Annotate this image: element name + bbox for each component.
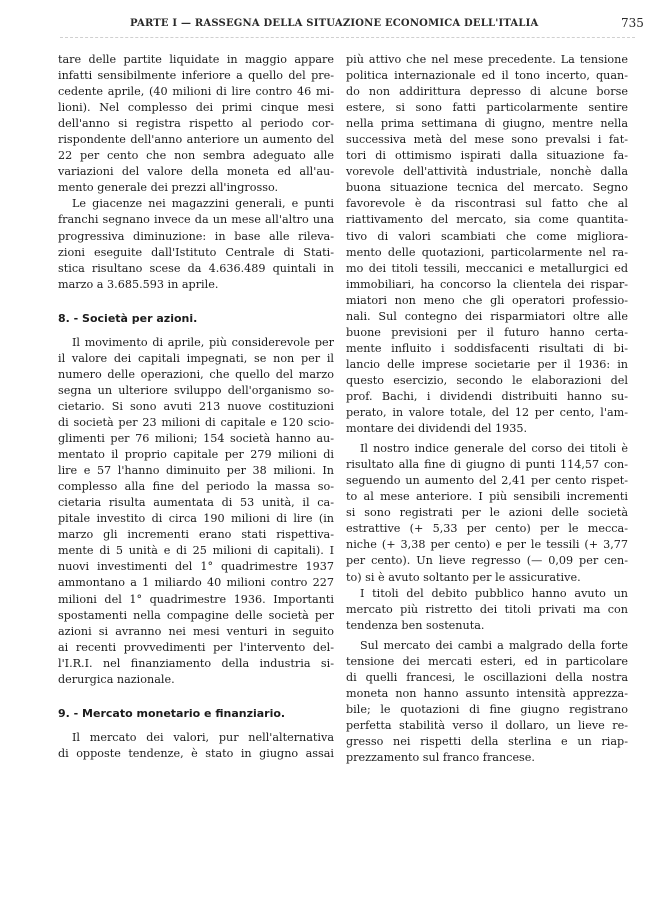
page-number: 735: [621, 16, 644, 30]
text-line: zioni eseguite dall'Istituto Centrale di Stati-: [58, 245, 334, 259]
paragraph-left-3: [58, 335, 334, 688]
section-heading-8: 8. - Società per azioni.: [58, 311, 198, 325]
text-line: Sul mercato dei cambi a malgrado della forte: [360, 638, 628, 652]
text-line: niche (+ 3,38 per cento) e per le tessili (+ 3,77: [346, 538, 628, 552]
text-line: rispondente dell'anno anteriore un aumento del: [58, 133, 334, 147]
text-line: to) si è avuto soltanto per le assicurative.: [346, 570, 581, 584]
text-line: perato, in valore totale, del 12 per cento, l'am-: [346, 406, 628, 420]
paragraph-left-1: [58, 52, 334, 196]
text-line: I titoli del debito pubblico hanno avuto un: [360, 586, 628, 600]
text-line: perfetta stabilità verso il dollaro, un lieve re-: [346, 718, 628, 732]
text-line: mento delle quotazioni, particolarmente nel ra-: [346, 245, 628, 259]
right-column: [346, 52, 628, 766]
text-line: risultato alla fine di giugno di punti 114,57 con-: [346, 458, 628, 472]
text-line: marzo gli incrementi erano stati rispettiva-: [58, 528, 334, 542]
text-line: segna un ulteriore sviluppo dell'organismo so-: [58, 383, 334, 397]
text-line: per cento). Un lieve regresso (— 0,09 per cen-: [346, 554, 628, 568]
text-line: buone previsioni per il futuro hanno certa-: [346, 325, 628, 339]
text-line: di società per 23 milioni di capitale e 120 scio-: [58, 415, 334, 429]
text-line: azioni si avranno nei mesi venturi in seguito: [58, 624, 334, 638]
text-line: nali. Sul contegno dei risparmiatori oltre alle: [346, 309, 628, 323]
text-line: cietaria risulta aumentata di 53 unità, il ca-: [58, 496, 334, 510]
text-line: 22 per cento che non sembra adeguato alle: [58, 149, 334, 163]
text-line: mento generale dei prezzi all'ingrosso.: [58, 181, 279, 195]
text-line: successiva metà del mese sono prevalsi i fat-: [346, 133, 628, 147]
text-line: più attivo che nel mese precedente. La tensione: [346, 53, 628, 66]
text-line: politica internazionale ed il tono incerto, quan-: [346, 69, 628, 83]
text-line: riattivamento del mercato, sia come quantita-: [346, 213, 628, 227]
text-line: dell'anno si registra rispetto al periodo cor-: [58, 117, 334, 131]
paragraph-right-3: [346, 586, 628, 634]
text-line: franchi segnano invece da un mese all'altro una: [58, 213, 334, 227]
text-line: marzo a 3.685.593 in aprile.: [58, 277, 219, 291]
text-line: tare delle partite liquidate in maggio appare: [58, 53, 334, 66]
text-line: variazioni del valore della moneta ed all'au-: [58, 165, 334, 179]
text-line: questo esercizio, secondo le elaborazioni del: [346, 373, 628, 387]
text-line: to al mese anteriore. I più sensibili incrementi: [346, 490, 628, 504]
text-line: prezzamento sul franco francese.: [346, 751, 535, 765]
text-line: il valore dei capitali impegnati, se non per il: [58, 351, 334, 365]
text-line: lioni). Nel complesso dei primi cinque mesi: [58, 101, 334, 115]
section-heading-9: 9. - Mercato monetario e finanziario.: [58, 706, 286, 720]
text-line: mo dei titoli tessili, meccanici e metallurgici ed: [346, 261, 628, 275]
text-line: ai recenti provvedimenti per l'intervento del-: [58, 640, 334, 654]
text-line: miatori non meno che gli operatori professio-: [346, 293, 628, 307]
text-line: tendenza ben sostenuta.: [346, 618, 485, 632]
text-line: lancio delle imprese societarie per il 1936: in: [346, 357, 628, 371]
paragraph-right-1: [346, 52, 628, 437]
text-line: di quelli francesi, le oscillazioni della nostra: [346, 670, 628, 684]
text-line: mente influito i soddisfacenti risultati di bi-: [346, 341, 628, 355]
text-line: tivo di valori scambiati che come migliora-: [346, 229, 628, 243]
text-line: ammontano a 1 miliardo 40 milioni contro 227: [58, 576, 334, 590]
text-line: mentato il proprio capitale per 279 milioni di: [58, 448, 334, 462]
text-line: numero delle operazioni, che quello del marzo: [58, 367, 334, 381]
text-line: Il mercato dei valori, pur nell'alternativa: [72, 730, 334, 744]
text-line: nella prima settimana di giugno, mentre nella: [346, 117, 628, 131]
text-line: vorevole dell'attività industriale, nonchè dalla: [346, 165, 628, 179]
paragraph-left-2: [58, 196, 334, 292]
text-line: moneta non hanno assunto intensità apprezza-: [346, 686, 628, 700]
header-rule: [60, 37, 635, 39]
text-line: gresso nei rispetti della sterlina e un riap-: [346, 734, 628, 748]
text-line: spostamenti nella compagine delle società per: [58, 608, 334, 622]
text-line: bile; le quotazioni di fine giugno registrano: [346, 702, 628, 716]
text-line: cedente aprile, (40 milioni di lire contro 46 mi-: [58, 85, 334, 99]
text-line: complesso alla fine del periodo la massa so-: [58, 480, 334, 494]
left-column: [58, 52, 334, 762]
text-line: immobiliari, ha concorso la clientela dei rispar-: [346, 277, 628, 291]
paragraph-right-2: [346, 441, 628, 585]
text-line: si sono registrati per le azioni delle società: [346, 506, 628, 520]
text-line: estere, si sono fatti particolarmente sentire: [346, 101, 628, 115]
text-line: progressiva diminuzione: in base alle rileva-: [58, 229, 334, 243]
text-line: lire e 57 l'hanno diminuito per 38 milioni. In: [58, 464, 334, 478]
text-line: tensione dei mercati esteri, ed in particolare: [346, 654, 628, 668]
text-line: nuovi investimenti del 1° quadrimestre 1937: [58, 560, 334, 574]
text-line: seguendo un aumento del 2,41 per cento rispet-: [346, 474, 628, 488]
text-line: Il movimento di aprile, più considerevole per: [72, 335, 334, 349]
text-line: favorevole è da riscontrasi sul fatto che al: [346, 197, 628, 211]
text-line: prof. Bachi, i dividendi distribuiti hanno su-: [346, 389, 628, 403]
text-line: milioni del 1° quadrimestre 1936. Importanti: [58, 592, 334, 606]
text-line: di opposte tendenze, è stato in giugno assai: [58, 746, 334, 760]
text-line: stica risultano scese da 4.636.489 quintali in: [58, 261, 334, 275]
text-line: tori di ottimismo ispirati dalla situazione fa-: [346, 149, 628, 163]
text-line: cietario. Si sono avuti 213 nuove costituzioni: [58, 399, 334, 413]
text-line: mercato più ristretto dei titoli privati ma con: [346, 602, 628, 616]
text-line: l'I.R.I. nel finanziamento della industria si-: [58, 656, 334, 670]
text-line: pitale investito di circa 190 milioni di lire (in: [58, 512, 334, 526]
text-line: buona situazione tecnica del mercato. Segno: [346, 181, 628, 195]
text-line: montare dei dividendi del 1935.: [346, 422, 528, 436]
text-line: mente di 5 unità e di 25 milioni di capitali). I: [58, 544, 334, 558]
running-header: PARTE I — RASSEGNA DELLA SITUAZIONE ECONOMICA DELL'ITALIA: [130, 18, 539, 29]
text-line: estrattive (+ 5,33 per cento) per le mecca-: [346, 522, 628, 536]
text-line: Le giacenze nei magazzini generali, e punti: [72, 197, 334, 211]
text-line: do non addirittura depresso di alcune borse: [346, 85, 628, 99]
paragraph-right-4: [346, 638, 628, 766]
text-line: derurgica nazionale.: [58, 672, 175, 686]
text-line: infatti sensibilmente inferiore a quello del pre-: [58, 69, 334, 83]
text-line: glimenti per 76 milioni; 154 società hanno au-: [58, 432, 334, 446]
text-line: Il nostro indice generale del corso dei titoli è: [360, 442, 628, 456]
paragraph-left-4: [58, 730, 334, 762]
